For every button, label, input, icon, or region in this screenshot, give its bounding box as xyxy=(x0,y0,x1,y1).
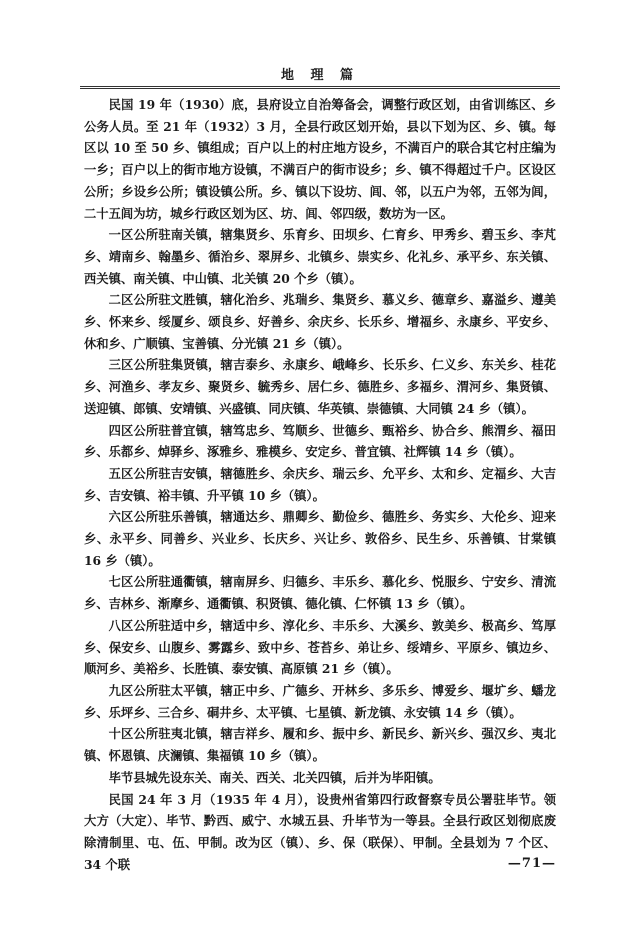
paragraph: 二区公所驻文胜镇，辖化治乡、兆瑞乡、集贤乡、慕义乡、德章乡、嘉溢乡、遵美乡、怀来乡、绥厦乡、颂良乡、好善乡、余庆乡、长乐乡、增福乡、永康乡、平安乡、休和乡、广顺镇、宝善镇、分光镇 21 乡（镇）。 xyxy=(84,292,556,351)
paragraph: 民国 19 年（1930）底，县府设立自治筹备会，调整行政区划，由省训练区、乡公务人员。至 21 年（1932）3 月，全县行政区划开始，县以下划为区、乡、镇。每区以 10 至 50 乡、镇组成；百户以上的村庄地方设乡，不满百户的联合其它村庄编为一乡；百户以上的街市地方设镇，不满百户的街市设乡；乡、镇不得超过千户。区设区公所；乡设乡公所；镇设镇公所。乡、镇以下设坊、闾、邻，以五户为邻，五邻为闾，二十五闾为坊，城乡行政区划为区、坊、闾、邻四级，数坊为一区。 xyxy=(84,97,556,221)
running-header: 地 理 篇 xyxy=(280,68,360,83)
page-number: —71— xyxy=(507,856,556,871)
paragraph: 九区公所驻太平镇，辖正中乡、广德乡、开林乡、多乐乡、博爱乡、堰圹乡、蟠龙乡、乐坪乡、三合乡、硐井乡、太平镇、七星镇、新龙镇、永安镇 14 乡（镇）。 xyxy=(84,682,556,720)
paragraph: 八区公所驻适中乡，辖适中乡、淳化乡、丰乐乡、大溪乡、敦美乡、极高乡、笃厚乡、保安乡、山腹乡、雾露乡、致中乡、苍苔乡、弟让乡、绥靖乡、平原乡、镇边乡、顺河乡、美裕乡、长胜镇、泰安镇、高原镇 21 乡（镇）。 xyxy=(84,617,556,677)
paragraph: 十区公所驻夷北镇，辖吉祥乡、履和乡、振中乡、新民乡、新兴乡、强汉乡、夷北镇、怀恩镇、庆澜镇、集福镇 10 乡（镇）。 xyxy=(84,726,556,764)
paragraph: 民国 24 年 3 月（1935 年 4 月），设贵州省第四行政督察专员公署驻毕节。领大方（大定）、毕节、黔西、威宁、水城五县、升毕节为一等县。全县行政区划彻底废除清制里、屯、伍、甲制。改为区（镇）、乡、保（联保）、甲制。全县划为 7 个区、34 个联 xyxy=(84,791,556,872)
body-text xyxy=(84,94,556,875)
paragraph: 七区公所驻通衢镇，辖南屏乡、归德乡、丰乐乡、慕化乡、悦服乡、宁安乡、清流乡、吉林乡、渐摩乡、通衢镇、积贤镇、德化镇、仁怀镇 13 乡（镇）。 xyxy=(84,574,556,612)
paragraph: 毕节县城先设东关、南关、西关、北关四镇，后并为毕阳镇。 xyxy=(108,769,441,785)
header-rule xyxy=(80,86,560,89)
paragraph: 四区公所驻普宜镇，辖笃忠乡、笃顺乡、世德乡、甄裕乡、协合乡、熊渭乡、福田乡、乐都乡、焯驿乡、涿雅乡、雅模乡、安定乡、普宜镇、社辉镇 14 乡（镇）。 xyxy=(84,422,556,460)
paragraph: 五区公所驻吉安镇，辖德胜乡、余庆乡、瑞云乡、允平乡、太和乡、定福乡、大吉乡、吉安镇、裕丰镇、升平镇 10 乡（镇）。 xyxy=(84,465,556,503)
paragraph: 一区公所驻南关镇，辖集贤乡、乐育乡、田坝乡、仁育乡、甲秀乡、碧玉乡、李芃乡、靖南乡、翰墨乡、循治乡、翠屏乡、北镇乡、崇实乡、化礼乡、承平乡、东关镇、西关镇、南关镇、中山镇、北关镇 20 个乡（镇）。 xyxy=(84,227,556,286)
paragraph: 六区公所驻乐善镇，辖通达乡、鼎卿乡、勤俭乡、德胜乡、务实乡、大伦乡、迎来乡、永平乡、同善乡、兴业乡、长庆乡、兴让乡、敦俗乡、民生乡、乐善镇、甘棠镇 16 乡（镇）。 xyxy=(84,509,556,568)
paragraph: 三区公所驻集贤镇，辖吉泰乡、永康乡、峨峰乡、长乐乡、仁义乡、东关乡、桂花乡、河渔乡、孝友乡、聚贤乡、毓秀乡、居仁乡、德胜乡、多福乡、渭河乡、集贤镇、送迎镇、郎镇、安靖镇、兴盛镇、同庆镇、华英镇、崇德镇、大同镇 24 乡（镇）。 xyxy=(84,357,556,416)
